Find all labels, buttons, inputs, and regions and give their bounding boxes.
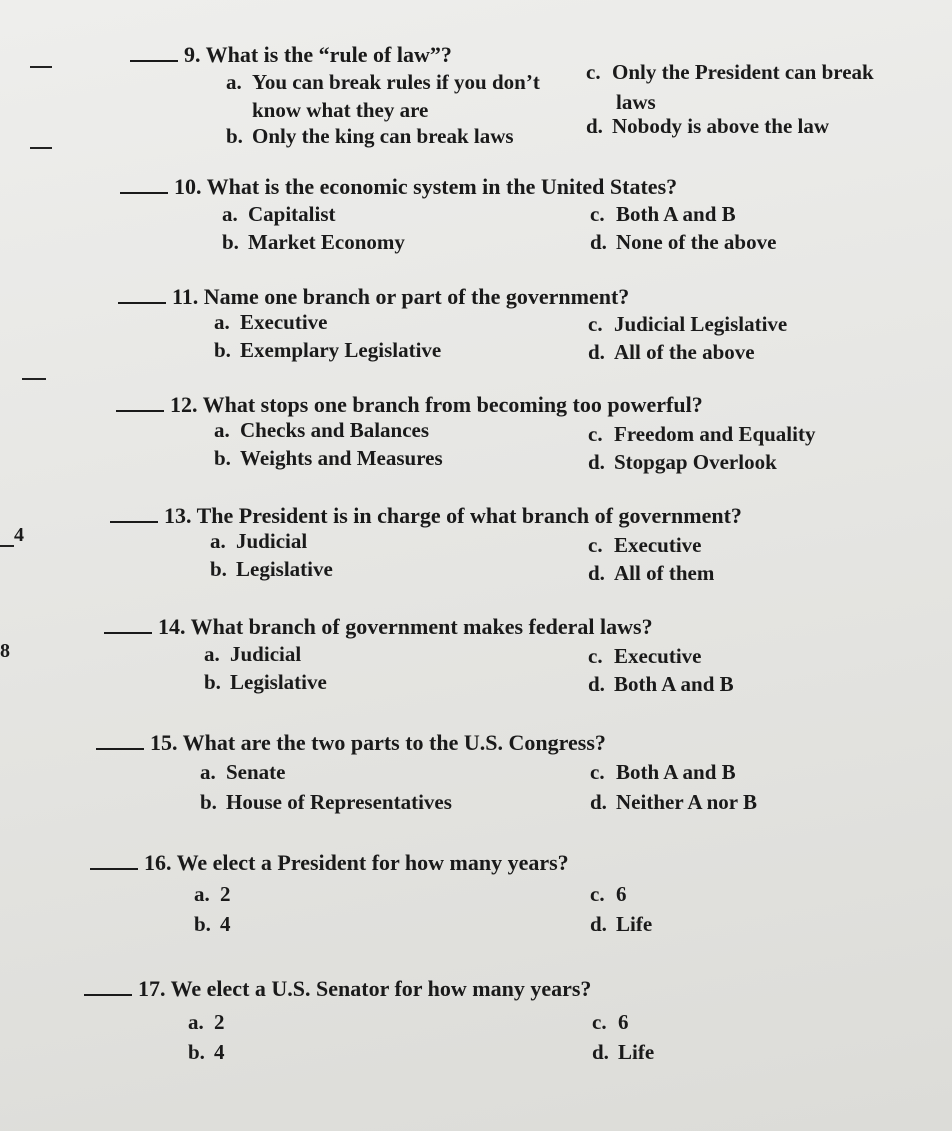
option-a: a. 2	[188, 1010, 225, 1034]
option-b: b. House of Representatives	[200, 790, 452, 814]
option-d: d. All of them	[588, 561, 715, 585]
answer-blank[interactable]	[118, 284, 166, 304]
option-b: b. Legislative	[210, 557, 333, 581]
option-c-continued: laws	[616, 90, 656, 114]
option-a: a. You can break rules if you don’t	[226, 70, 540, 94]
question-number: 17.	[138, 976, 166, 1001]
option-c: c. Executive	[588, 533, 702, 557]
option-a: a. Senate	[200, 760, 286, 784]
option-b: b. Weights and Measures	[214, 446, 443, 470]
question-15	[96, 730, 952, 814]
option-d: d. Life	[590, 912, 653, 936]
question-stem	[104, 614, 952, 640]
question-text: We elect a President for how many years?	[176, 850, 569, 875]
margin-mark: 4	[14, 524, 24, 546]
question-14	[104, 614, 952, 696]
question-number: 9.	[184, 42, 201, 67]
option-d: d. None of the above	[590, 230, 777, 254]
option-b: b. 4	[188, 1040, 225, 1064]
question-text: Name one branch or part of the government?	[203, 284, 630, 309]
question-stem	[120, 174, 952, 200]
question-stem	[84, 976, 952, 1002]
question-text: We elect a U.S. Senator for how many years?	[170, 976, 592, 1001]
answer-blank[interactable]	[120, 174, 168, 194]
question-number: 12.	[170, 392, 198, 417]
option-d: d. Stopgap Overlook	[588, 450, 777, 474]
option-c: c. Both A and B	[590, 760, 736, 784]
option-c: c. Freedom and Equality	[588, 422, 816, 446]
option-b: b. Only the king can break laws	[226, 124, 514, 148]
answer-blank[interactable]	[110, 503, 158, 523]
option-c: c. Executive	[588, 644, 702, 668]
question-text: What is the “rule of law”?	[205, 42, 452, 67]
margin-rule	[30, 66, 52, 68]
answer-blank[interactable]	[130, 42, 178, 62]
question-stem	[118, 284, 952, 310]
option-a: a. Executive	[214, 310, 328, 334]
answer-blank[interactable]	[84, 976, 132, 996]
question-stem	[110, 503, 952, 529]
option-b: b. Exemplary Legislative	[214, 338, 442, 362]
question-stem	[90, 850, 952, 876]
option-a: a. Judicial	[204, 642, 302, 666]
question-9	[130, 42, 952, 148]
option-c: c. 6	[590, 882, 627, 906]
option-a: a. 2	[194, 882, 231, 906]
question-10	[120, 174, 952, 254]
answer-blank[interactable]	[104, 614, 152, 634]
option-c: c. Judicial Legislative	[588, 312, 788, 336]
option-c: c. Both A and B	[590, 202, 736, 226]
option-d: d. Both A and B	[588, 672, 734, 696]
question-17	[84, 976, 952, 1064]
margin-rule	[30, 147, 52, 149]
question-text: The President is in charge of what branch of government?	[196, 503, 742, 528]
option-c: c. Only the President can break	[586, 60, 874, 84]
margin-rule	[22, 378, 46, 380]
option-d: d. Nobody is above the law	[586, 114, 830, 138]
answer-blank[interactable]	[116, 392, 164, 412]
question-number: 14.	[158, 614, 186, 639]
margin-rule	[0, 545, 14, 547]
option-d: d. All of the above	[588, 340, 755, 364]
question-number: 15.	[150, 730, 178, 755]
question-number: 16.	[144, 850, 172, 875]
option-a-continued: know what they are	[252, 98, 429, 122]
question-text: What are the two parts to the U.S. Congress?	[182, 730, 606, 755]
question-13	[110, 503, 952, 585]
question-11	[118, 284, 952, 364]
question-text: What stops one branch from becoming too powerful?	[202, 392, 703, 417]
question-16	[90, 850, 952, 936]
option-d: d. Neither A nor B	[590, 790, 757, 814]
question-number: 11.	[172, 284, 199, 309]
question-text: What is the economic system in the United States?	[206, 174, 678, 199]
answer-blank[interactable]	[90, 850, 138, 870]
option-b: b. Legislative	[204, 670, 327, 694]
option-d: d. Life	[592, 1040, 655, 1064]
margin-mark: 8	[0, 640, 10, 662]
option-a: a. Capitalist	[222, 202, 336, 226]
question-stem	[96, 730, 952, 756]
question-stem	[116, 392, 952, 418]
option-b: b. Market Economy	[222, 230, 405, 254]
option-b: b. 4	[194, 912, 231, 936]
question-number: 13.	[164, 503, 192, 528]
answer-blank[interactable]	[96, 730, 144, 750]
option-a: a. Judicial	[210, 529, 308, 553]
question-text: What branch of government makes federal laws?	[190, 614, 653, 639]
question-number: 10.	[174, 174, 202, 199]
option-a: a. Checks and Balances	[214, 418, 430, 442]
question-12	[116, 392, 952, 474]
option-c: c. 6	[592, 1010, 629, 1034]
